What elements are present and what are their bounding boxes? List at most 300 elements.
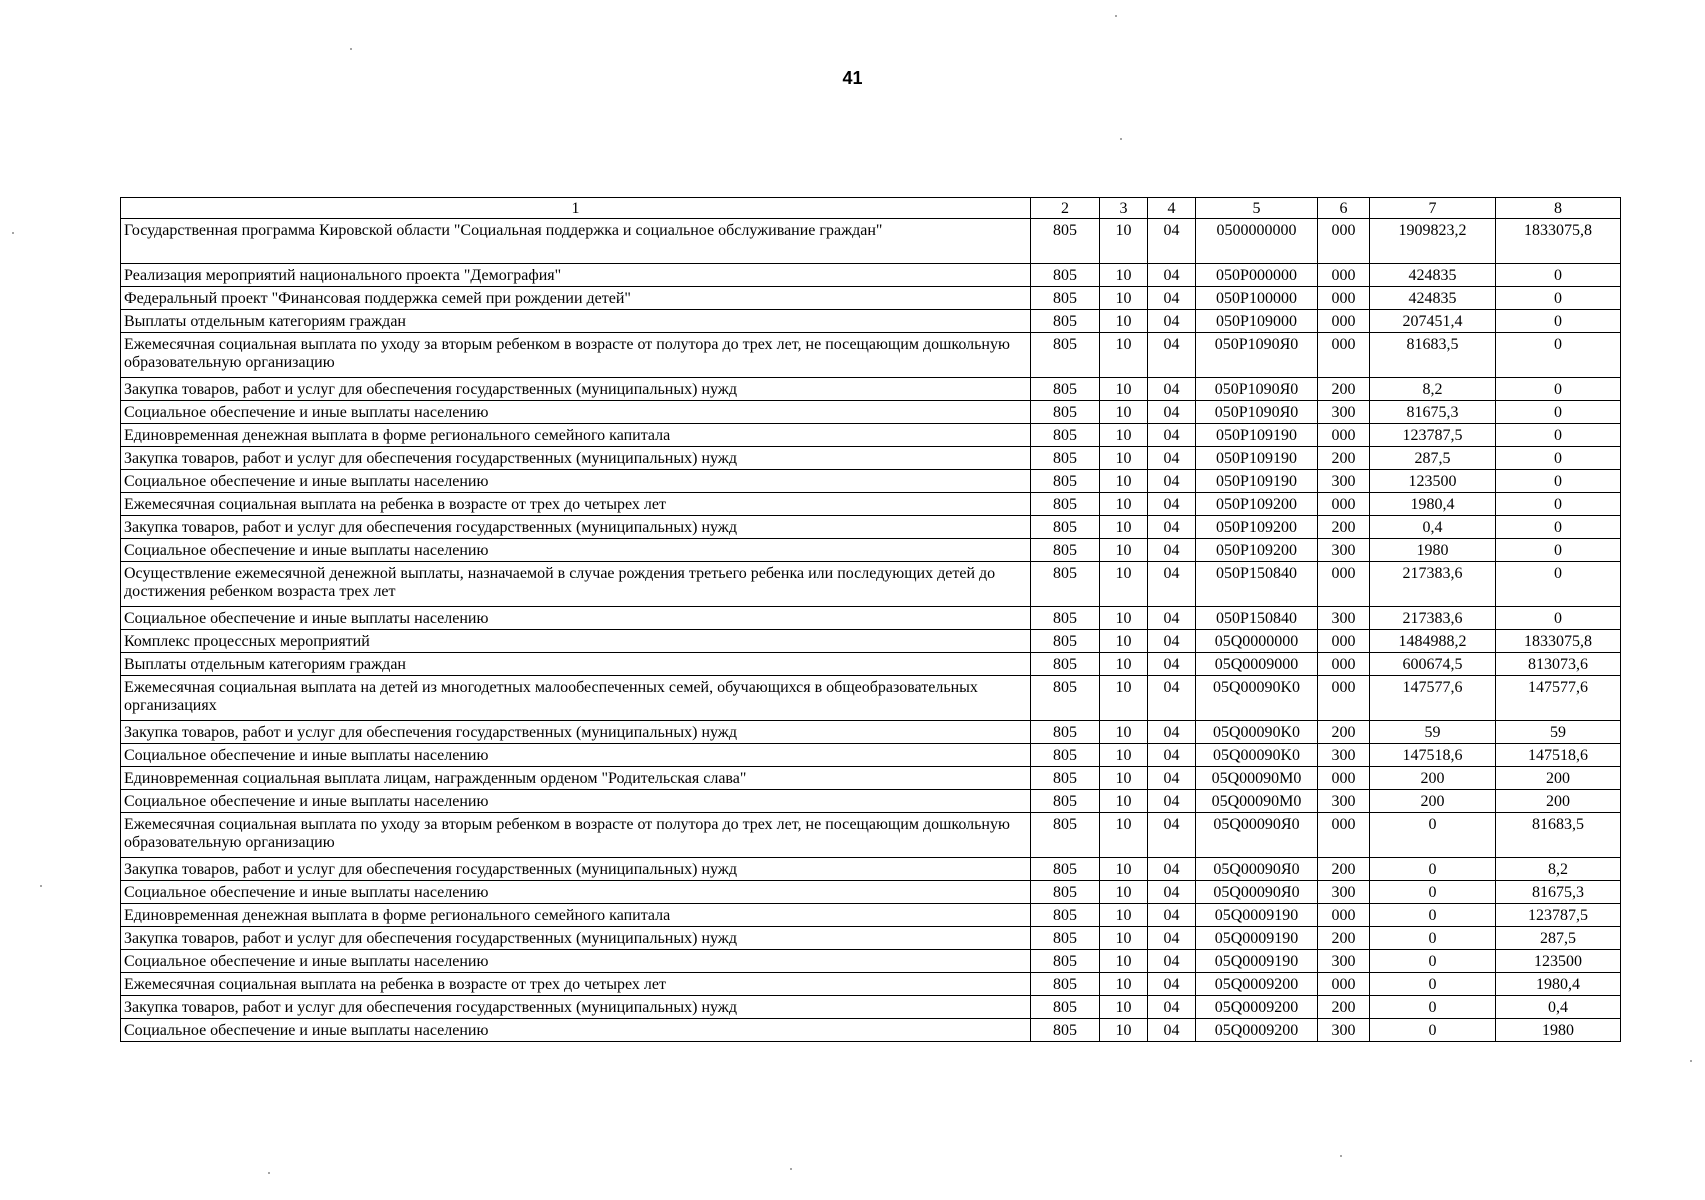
row-value-cell: 10 xyxy=(1100,973,1148,996)
row-name-cell: Единовременная социальная выплата лицам, награжденным орденом "Родительская слава" xyxy=(121,767,1031,790)
row-value-cell: 805 xyxy=(1031,904,1100,927)
table-row xyxy=(121,973,1621,996)
row-value-cell: 805 xyxy=(1031,973,1100,996)
table-header-row xyxy=(121,198,1621,219)
row-value-cell: 04 xyxy=(1148,676,1196,721)
scan-speck xyxy=(268,1172,270,1174)
row-value-cell: 05Q0009190 xyxy=(1196,904,1318,927)
row-value-cell: 147518,6 xyxy=(1370,744,1496,767)
row-value-cell: 04 xyxy=(1148,333,1196,378)
row-value-cell: 0500000000 xyxy=(1196,219,1318,264)
row-value-cell: 217383,6 xyxy=(1370,607,1496,630)
row-value-cell: 10 xyxy=(1100,287,1148,310)
row-name-cell: Закупка товаров, работ и услуг для обеспечения государственных (муниципальных) нужд xyxy=(121,516,1031,539)
row-value-cell: 050P100000 xyxy=(1196,287,1318,310)
row-name-cell: Социальное обеспечение и иные выплаты населению xyxy=(121,790,1031,813)
row-value-cell: 805 xyxy=(1031,927,1100,950)
row-value-cell: 04 xyxy=(1148,996,1196,1019)
row-value-cell: 05Q00090K0 xyxy=(1196,744,1318,767)
row-name-cell: Социальное обеспечение и иные выплаты населению xyxy=(121,744,1031,767)
row-value-cell: 000 xyxy=(1318,333,1370,378)
row-value-cell: 10 xyxy=(1100,950,1148,973)
scan-speck xyxy=(1115,15,1117,17)
row-value-cell: 805 xyxy=(1031,539,1100,562)
row-value-cell: 805 xyxy=(1031,607,1100,630)
row-value-cell: 05Q0009200 xyxy=(1196,996,1318,1019)
row-value-cell: 805 xyxy=(1031,401,1100,424)
scan-speck xyxy=(1340,1155,1342,1157)
row-value-cell: 1980,4 xyxy=(1370,493,1496,516)
row-value-cell: 000 xyxy=(1318,310,1370,333)
row-value-cell: 200 xyxy=(1496,790,1621,813)
row-value-cell: 59 xyxy=(1370,721,1496,744)
header-cell: 8 xyxy=(1496,198,1621,219)
row-value-cell: 123500 xyxy=(1496,950,1621,973)
table-row xyxy=(121,219,1621,264)
row-value-cell: 81683,5 xyxy=(1496,813,1621,858)
row-value-cell: 0 xyxy=(1370,950,1496,973)
row-name-cell: Социальное обеспечение и иные выплаты населению xyxy=(121,539,1031,562)
row-name-cell: Социальное обеспечение и иные выплаты населению xyxy=(121,607,1031,630)
table-body xyxy=(121,198,1621,1042)
row-value-cell: 0 xyxy=(1496,516,1621,539)
row-value-cell: 805 xyxy=(1031,310,1100,333)
row-value-cell: 05Q00090K0 xyxy=(1196,721,1318,744)
row-value-cell: 8,2 xyxy=(1370,378,1496,401)
row-value-cell: 805 xyxy=(1031,287,1100,310)
row-value-cell: 805 xyxy=(1031,493,1100,516)
row-value-cell: 805 xyxy=(1031,653,1100,676)
row-value-cell: 10 xyxy=(1100,630,1148,653)
table-row xyxy=(121,904,1621,927)
row-value-cell: 10 xyxy=(1100,219,1148,264)
row-value-cell: 000 xyxy=(1318,973,1370,996)
row-value-cell: 123787,5 xyxy=(1496,904,1621,927)
row-value-cell: 1833075,8 xyxy=(1496,630,1621,653)
row-value-cell: 10 xyxy=(1100,1019,1148,1042)
row-value-cell: 0 xyxy=(1370,973,1496,996)
row-value-cell: 424835 xyxy=(1370,287,1496,310)
row-value-cell: 0 xyxy=(1496,401,1621,424)
row-value-cell: 10 xyxy=(1100,858,1148,881)
table-row xyxy=(121,607,1621,630)
row-value-cell: 805 xyxy=(1031,767,1100,790)
table-row xyxy=(121,539,1621,562)
table-row xyxy=(121,790,1621,813)
row-value-cell: 04 xyxy=(1148,424,1196,447)
row-value-cell: 123787,5 xyxy=(1370,424,1496,447)
header-cell: 7 xyxy=(1370,198,1496,219)
row-value-cell: 8,2 xyxy=(1496,858,1621,881)
row-value-cell: 04 xyxy=(1148,653,1196,676)
row-value-cell: 805 xyxy=(1031,1019,1100,1042)
row-value-cell: 04 xyxy=(1148,470,1196,493)
row-value-cell: 10 xyxy=(1100,401,1148,424)
table-row xyxy=(121,881,1621,904)
page-number: 41 xyxy=(842,68,863,88)
row-value-cell: 200 xyxy=(1318,858,1370,881)
row-value-cell: 04 xyxy=(1148,562,1196,607)
row-value-cell: 300 xyxy=(1318,401,1370,424)
table-row xyxy=(121,287,1621,310)
row-value-cell: 04 xyxy=(1148,287,1196,310)
table-row xyxy=(121,264,1621,287)
row-value-cell: 050P1090Я0 xyxy=(1196,333,1318,378)
table-row xyxy=(121,744,1621,767)
row-value-cell: 424835 xyxy=(1370,264,1496,287)
table-row xyxy=(121,927,1621,950)
row-name-cell: Осуществление ежемесячной денежной выплаты, назначаемой в случае рождения третьего ребенка или последующих детей до достижения ребенком возраста трех лет xyxy=(121,562,1031,607)
row-value-cell: 805 xyxy=(1031,676,1100,721)
header-cell: 3 xyxy=(1100,198,1148,219)
row-value-cell: 10 xyxy=(1100,744,1148,767)
row-value-cell: 000 xyxy=(1318,287,1370,310)
row-value-cell: 10 xyxy=(1100,607,1148,630)
row-value-cell: 050P109200 xyxy=(1196,516,1318,539)
row-value-cell: 10 xyxy=(1100,493,1148,516)
row-value-cell: 805 xyxy=(1031,950,1100,973)
row-value-cell: 805 xyxy=(1031,333,1100,378)
row-name-cell: Ежемесячная социальная выплата на ребенка в возрасте от трех до четырех лет xyxy=(121,973,1031,996)
row-value-cell: 04 xyxy=(1148,378,1196,401)
row-value-cell: 0 xyxy=(1370,881,1496,904)
row-value-cell: 04 xyxy=(1148,401,1196,424)
row-value-cell: 04 xyxy=(1148,721,1196,744)
row-name-cell: Единовременная денежная выплата в форме регионального семейного капитала xyxy=(121,424,1031,447)
row-name-cell: Закупка товаров, работ и услуг для обеспечения государственных (муниципальных) нужд xyxy=(121,927,1031,950)
row-value-cell: 805 xyxy=(1031,562,1100,607)
table-row xyxy=(121,721,1621,744)
row-value-cell: 217383,6 xyxy=(1370,562,1496,607)
table-row xyxy=(121,767,1621,790)
row-value-cell: 050P1090Я0 xyxy=(1196,378,1318,401)
table-row xyxy=(121,1019,1621,1042)
row-value-cell: 000 xyxy=(1318,219,1370,264)
row-value-cell: 200 xyxy=(1370,790,1496,813)
row-value-cell: 05Q0000000 xyxy=(1196,630,1318,653)
row-value-cell: 805 xyxy=(1031,470,1100,493)
table-row xyxy=(121,858,1621,881)
row-value-cell: 805 xyxy=(1031,721,1100,744)
row-value-cell: 0 xyxy=(1370,996,1496,1019)
row-name-cell: Социальное обеспечение и иные выплаты населению xyxy=(121,470,1031,493)
row-value-cell: 05Q0009190 xyxy=(1196,950,1318,973)
row-value-cell: 1980 xyxy=(1370,539,1496,562)
row-value-cell: 0,4 xyxy=(1370,516,1496,539)
row-value-cell: 287,5 xyxy=(1370,447,1496,470)
header-cell: 6 xyxy=(1318,198,1370,219)
row-value-cell: 000 xyxy=(1318,493,1370,516)
scan-speck xyxy=(1690,1060,1692,1062)
row-value-cell: 000 xyxy=(1318,904,1370,927)
table-row xyxy=(121,333,1621,378)
scan-speck xyxy=(790,1168,792,1170)
row-value-cell: 10 xyxy=(1100,676,1148,721)
row-value-cell: 04 xyxy=(1148,447,1196,470)
row-value-cell: 147577,6 xyxy=(1496,676,1621,721)
row-value-cell: 050P000000 xyxy=(1196,264,1318,287)
row-value-cell: 04 xyxy=(1148,858,1196,881)
row-value-cell: 147577,6 xyxy=(1370,676,1496,721)
row-value-cell: 04 xyxy=(1148,790,1196,813)
row-value-cell: 0 xyxy=(1496,378,1621,401)
row-value-cell: 0 xyxy=(1496,333,1621,378)
row-value-cell: 59 xyxy=(1496,721,1621,744)
row-value-cell: 805 xyxy=(1031,424,1100,447)
row-value-cell: 000 xyxy=(1318,653,1370,676)
row-name-cell: Реализация мероприятий национального проекта "Демография" xyxy=(121,264,1031,287)
row-value-cell: 0 xyxy=(1370,927,1496,950)
table-row xyxy=(121,676,1621,721)
row-name-cell: Ежемесячная социальная выплата на ребенка в возрасте от трех до четырех лет xyxy=(121,493,1031,516)
table-row xyxy=(121,310,1621,333)
row-value-cell: 200 xyxy=(1318,996,1370,1019)
row-value-cell: 000 xyxy=(1318,424,1370,447)
row-value-cell: 04 xyxy=(1148,539,1196,562)
row-value-cell: 04 xyxy=(1148,927,1196,950)
row-value-cell: 04 xyxy=(1148,264,1196,287)
row-value-cell: 050P109190 xyxy=(1196,424,1318,447)
row-value-cell: 1484988,2 xyxy=(1370,630,1496,653)
budget-table xyxy=(120,197,1621,1042)
row-value-cell: 300 xyxy=(1318,881,1370,904)
row-value-cell: 0 xyxy=(1370,813,1496,858)
table-row xyxy=(121,401,1621,424)
header-cell: 5 xyxy=(1196,198,1318,219)
row-value-cell: 05Q0009190 xyxy=(1196,927,1318,950)
row-name-cell: Государственная программа Кировской области "Социальная поддержка и социальное обслуживание граждан" xyxy=(121,219,1031,264)
row-value-cell: 05Q0009200 xyxy=(1196,1019,1318,1042)
row-value-cell: 805 xyxy=(1031,378,1100,401)
row-value-cell: 05Q00090K0 xyxy=(1196,676,1318,721)
row-value-cell: 05Q00090Я0 xyxy=(1196,858,1318,881)
row-value-cell: 10 xyxy=(1100,767,1148,790)
scan-speck xyxy=(350,48,352,50)
row-value-cell: 147518,6 xyxy=(1496,744,1621,767)
row-value-cell: 050P150840 xyxy=(1196,607,1318,630)
table-row xyxy=(121,447,1621,470)
row-value-cell: 805 xyxy=(1031,858,1100,881)
row-value-cell: 1980 xyxy=(1496,1019,1621,1042)
row-name-cell: Социальное обеспечение и иные выплаты населению xyxy=(121,881,1031,904)
row-value-cell: 0 xyxy=(1370,858,1496,881)
row-value-cell: 000 xyxy=(1318,813,1370,858)
row-name-cell: Закупка товаров, работ и услуг для обеспечения государственных (муниципальных) нужд xyxy=(121,447,1031,470)
row-value-cell: 805 xyxy=(1031,516,1100,539)
row-value-cell: 81675,3 xyxy=(1370,401,1496,424)
row-value-cell: 300 xyxy=(1318,744,1370,767)
row-value-cell: 050P109190 xyxy=(1196,447,1318,470)
table-row xyxy=(121,562,1621,607)
row-value-cell: 805 xyxy=(1031,744,1100,767)
row-value-cell: 805 xyxy=(1031,790,1100,813)
row-value-cell: 04 xyxy=(1148,904,1196,927)
row-value-cell: 04 xyxy=(1148,219,1196,264)
row-value-cell: 000 xyxy=(1318,562,1370,607)
row-value-cell: 04 xyxy=(1148,744,1196,767)
row-value-cell: 805 xyxy=(1031,813,1100,858)
header-cell: 1 xyxy=(121,198,1031,219)
row-value-cell: 200 xyxy=(1318,447,1370,470)
row-value-cell: 805 xyxy=(1031,630,1100,653)
row-value-cell: 050P1090Я0 xyxy=(1196,401,1318,424)
row-value-cell: 1909823,2 xyxy=(1370,219,1496,264)
row-value-cell: 1980,4 xyxy=(1496,973,1621,996)
row-value-cell: 0 xyxy=(1496,539,1621,562)
table-row xyxy=(121,493,1621,516)
row-name-cell: Закупка товаров, работ и услуг для обеспечения государственных (муниципальных) нужд xyxy=(121,996,1031,1019)
row-value-cell: 300 xyxy=(1318,539,1370,562)
row-name-cell: Комплекс процессных мероприятий xyxy=(121,630,1031,653)
row-value-cell: 805 xyxy=(1031,881,1100,904)
row-name-cell: Социальное обеспечение и иные выплаты населению xyxy=(121,950,1031,973)
row-value-cell: 10 xyxy=(1100,721,1148,744)
row-value-cell: 04 xyxy=(1148,493,1196,516)
row-value-cell: 04 xyxy=(1148,1019,1196,1042)
row-value-cell: 04 xyxy=(1148,630,1196,653)
table-row xyxy=(121,470,1621,493)
row-value-cell: 0 xyxy=(1370,1019,1496,1042)
row-value-cell: 0 xyxy=(1496,562,1621,607)
row-value-cell: 10 xyxy=(1100,378,1148,401)
table-row xyxy=(121,424,1621,447)
table-row xyxy=(121,813,1621,858)
row-value-cell: 04 xyxy=(1148,607,1196,630)
row-value-cell: 10 xyxy=(1100,813,1148,858)
row-value-cell: 207451,4 xyxy=(1370,310,1496,333)
row-value-cell: 10 xyxy=(1100,333,1148,378)
row-value-cell: 0 xyxy=(1496,264,1621,287)
row-value-cell: 04 xyxy=(1148,813,1196,858)
row-value-cell: 10 xyxy=(1100,996,1148,1019)
row-value-cell: 123500 xyxy=(1370,470,1496,493)
row-value-cell: 050P109200 xyxy=(1196,539,1318,562)
scan-speck xyxy=(40,885,42,887)
row-value-cell: 0 xyxy=(1496,447,1621,470)
row-value-cell: 10 xyxy=(1100,881,1148,904)
row-value-cell: 04 xyxy=(1148,973,1196,996)
row-value-cell: 805 xyxy=(1031,264,1100,287)
row-value-cell: 05Q00090M0 xyxy=(1196,790,1318,813)
row-value-cell: 10 xyxy=(1100,927,1148,950)
row-value-cell: 04 xyxy=(1148,881,1196,904)
row-name-cell: Ежемесячная социальная выплата по уходу за вторым ребенком в возрасте от полутора до трех лет, не посещающим дошкольную образовательную организацию xyxy=(121,333,1031,378)
row-value-cell: 050P150840 xyxy=(1196,562,1318,607)
row-value-cell: 10 xyxy=(1100,310,1148,333)
row-value-cell: 300 xyxy=(1318,950,1370,973)
row-value-cell: 200 xyxy=(1496,767,1621,790)
row-name-cell: Единовременная денежная выплата в форме регионального семейного капитала xyxy=(121,904,1031,927)
row-value-cell: 0 xyxy=(1496,287,1621,310)
row-value-cell: 0 xyxy=(1496,424,1621,447)
row-value-cell: 0 xyxy=(1496,493,1621,516)
row-value-cell: 000 xyxy=(1318,676,1370,721)
row-value-cell: 05Q00090Я0 xyxy=(1196,813,1318,858)
row-value-cell: 04 xyxy=(1148,310,1196,333)
table-row xyxy=(121,950,1621,973)
row-value-cell: 805 xyxy=(1031,447,1100,470)
row-value-cell: 287,5 xyxy=(1496,927,1621,950)
row-name-cell: Выплаты отдельным категориям граждан xyxy=(121,653,1031,676)
row-value-cell: 10 xyxy=(1100,264,1148,287)
row-value-cell: 05Q00090M0 xyxy=(1196,767,1318,790)
row-value-cell: 200 xyxy=(1318,721,1370,744)
row-value-cell: 04 xyxy=(1148,767,1196,790)
table-row xyxy=(121,630,1621,653)
row-value-cell: 600674,5 xyxy=(1370,653,1496,676)
row-value-cell: 0 xyxy=(1496,310,1621,333)
row-value-cell: 81675,3 xyxy=(1496,881,1621,904)
table-row xyxy=(121,996,1621,1019)
row-value-cell: 000 xyxy=(1318,630,1370,653)
row-name-cell: Ежемесячная социальная выплата по уходу за вторым ребенком в возрасте от полутора до трех лет, не посещающим дошкольную образовательную организацию xyxy=(121,813,1031,858)
row-value-cell: 1833075,8 xyxy=(1496,219,1621,264)
row-value-cell: 04 xyxy=(1148,516,1196,539)
row-value-cell: 200 xyxy=(1318,516,1370,539)
row-value-cell: 000 xyxy=(1318,264,1370,287)
row-value-cell: 300 xyxy=(1318,1019,1370,1042)
row-value-cell: 10 xyxy=(1100,447,1148,470)
row-value-cell: 0,4 xyxy=(1496,996,1621,1019)
row-value-cell: 10 xyxy=(1100,516,1148,539)
header-cell: 2 xyxy=(1031,198,1100,219)
row-value-cell: 05Q00090Я0 xyxy=(1196,881,1318,904)
table-row xyxy=(121,516,1621,539)
row-name-cell: Закупка товаров, работ и услуг для обеспечения государственных (муниципальных) нужд xyxy=(121,858,1031,881)
row-value-cell: 050P109190 xyxy=(1196,470,1318,493)
row-value-cell: 200 xyxy=(1370,767,1496,790)
row-value-cell: 050P109200 xyxy=(1196,493,1318,516)
row-value-cell: 10 xyxy=(1100,904,1148,927)
scan-speck xyxy=(12,232,14,234)
row-value-cell: 10 xyxy=(1100,539,1148,562)
row-value-cell: 813073,6 xyxy=(1496,653,1621,676)
row-name-cell: Социальное обеспечение и иные выплаты населению xyxy=(121,1019,1031,1042)
row-value-cell: 200 xyxy=(1318,378,1370,401)
row-value-cell: 10 xyxy=(1100,790,1148,813)
row-value-cell: 10 xyxy=(1100,424,1148,447)
row-value-cell: 805 xyxy=(1031,996,1100,1019)
row-value-cell: 10 xyxy=(1100,470,1148,493)
row-value-cell: 805 xyxy=(1031,219,1100,264)
table-row xyxy=(121,653,1621,676)
row-value-cell: 0 xyxy=(1370,904,1496,927)
row-value-cell: 300 xyxy=(1318,470,1370,493)
row-value-cell: 10 xyxy=(1100,653,1148,676)
table-row xyxy=(121,378,1621,401)
row-name-cell: Закупка товаров, работ и услуг для обеспечения государственных (муниципальных) нужд xyxy=(121,378,1031,401)
row-name-cell: Выплаты отдельным категориям граждан xyxy=(121,310,1031,333)
row-name-cell: Федеральный проект "Финансовая поддержка семей при рождении детей" xyxy=(121,287,1031,310)
row-value-cell: 0 xyxy=(1496,470,1621,493)
row-value-cell: 200 xyxy=(1318,927,1370,950)
row-value-cell: 81683,5 xyxy=(1370,333,1496,378)
row-value-cell: 300 xyxy=(1318,607,1370,630)
row-value-cell: 0 xyxy=(1496,607,1621,630)
row-value-cell: 000 xyxy=(1318,767,1370,790)
row-value-cell: 10 xyxy=(1100,562,1148,607)
header-cell: 4 xyxy=(1148,198,1196,219)
row-value-cell: 04 xyxy=(1148,950,1196,973)
row-value-cell: 050P109000 xyxy=(1196,310,1318,333)
row-value-cell: 05Q0009000 xyxy=(1196,653,1318,676)
row-name-cell: Закупка товаров, работ и услуг для обеспечения государственных (муниципальных) нужд xyxy=(121,721,1031,744)
row-value-cell: 300 xyxy=(1318,790,1370,813)
row-name-cell: Социальное обеспечение и иные выплаты населению xyxy=(121,401,1031,424)
row-name-cell: Ежемесячная социальная выплата на детей из многодетных малообеспеченных семей, обучающихся в общеобразовательных организациях xyxy=(121,676,1031,721)
scan-speck xyxy=(1120,138,1122,140)
row-value-cell: 05Q0009200 xyxy=(1196,973,1318,996)
